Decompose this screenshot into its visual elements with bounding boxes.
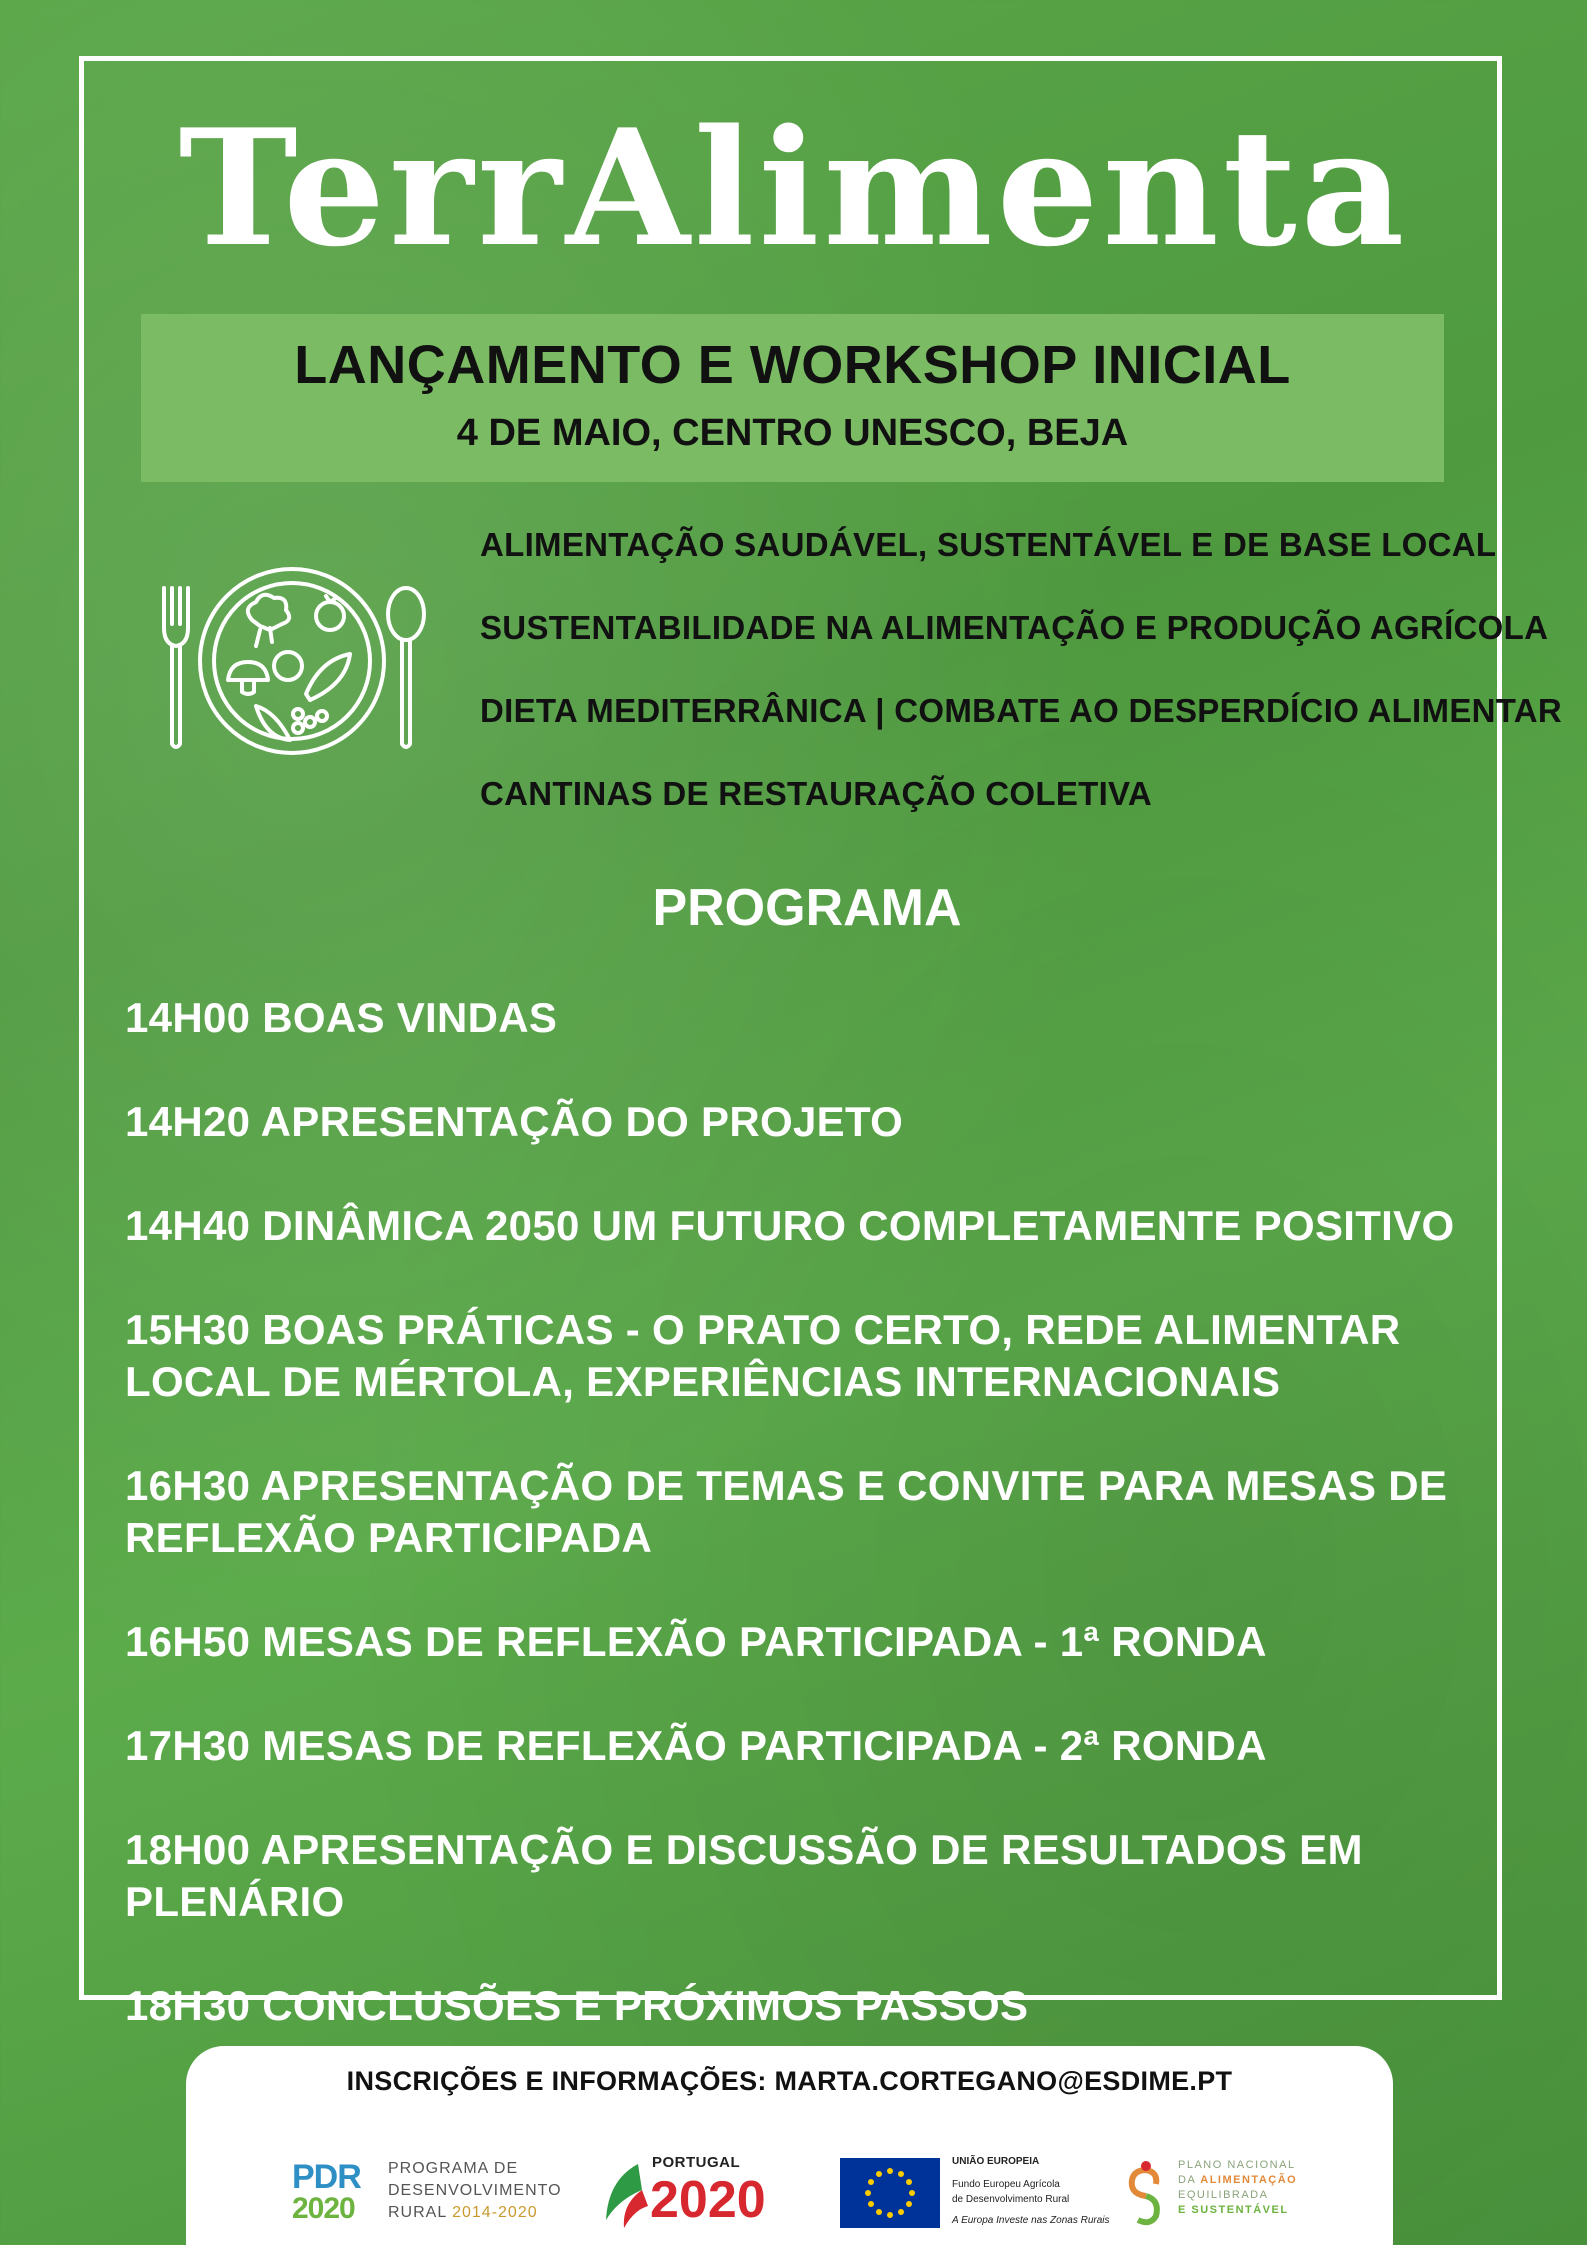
schedule-item: 14H00 BOAS VINDAS [125,994,558,1041]
schedule-item: 18H00 APRESENTAÇÃO E DISCUSSÃO DE RESULTADOS EM PLENÁRIO [125,1826,1363,1925]
pnaes-line4: E SUSTENTÁVEL [1178,2204,1289,2216]
pdr-line1: PROGRAMA DE [388,2160,519,2177]
portugal-flag-swoosh-icon [598,2160,650,2232]
eu-tagline: A Europa Investe nas Zonas Rurais [952,2215,1110,2226]
pdr-line2: DESENVOLVIMENTO [388,2182,562,2199]
schedule-item: 17H30 MESAS DE REFLEXÃO PARTICIPADA - 2ª RONDA [125,1722,1267,1769]
eu-line1: Fundo Europeu Agrícola [952,2179,1060,2190]
portugal2020-logo [598,2154,818,2234]
pnaes-logo [1116,2154,1336,2234]
schedule-item: 15H30 BOAS PRÁTICAS - O PRATO CERTO, REDE ALIMENTAR LOCAL DE MÉRTOLA, EXPERIÊNCIAS INTERNACIONAIS [125,1306,1401,1405]
schedule-item: 16H30 APRESENTAÇÃO DE TEMAS E CONVITE PARA MESAS DE REFLEXÃO PARTICIPADA [125,1462,1448,1561]
schedule-list [125,992,1495,2084]
topic-item: ALIMENTAÇÃO SAUDÁVEL, SUSTENTÁVEL E DE BASE LOCAL [480,526,1497,563]
topic-item: SUSTENTABILIDADE NA ALIMENTAÇÃO E PRODUÇÃO AGRÍCOLA [480,609,1549,646]
pdr-line3: RURAL [388,2204,447,2221]
schedule-item: 14H20 APRESENTAÇÃO DO PROJETO [125,1098,904,1145]
schedule-item: 16H50 MESAS DE REFLEXÃO PARTICIPADA - 1ª RONDA [125,1618,1267,1665]
eu-line2: de Desenvolvimento Rural [952,2194,1070,2205]
eu-flag-icon [840,2158,940,2228]
page-title: TerrAlimenta [178,94,1409,282]
portugal-label: PORTUGAL [652,2154,741,2171]
pnaes-line1: PLANO NACIONAL [1178,2159,1296,2171]
footer-panel [186,2046,1393,2245]
pnaes-line2a: DA [1178,2174,1196,2186]
eu-title: UNIÃO EUROPEIA [952,2156,1040,2167]
contact-info[interactable]: INSCRIÇÕES E INFORMAÇÕES: MARTA.CORTEGANO@ESDIME.PT [346,2066,1233,2096]
pdr-years: 2014-2020 [452,2204,538,2221]
pdr2020-logo [292,2154,572,2234]
topic-item: DIETA MEDITERRÂNICA | COMBATE AO DESPERDÍCIO ALIMENTAR [480,692,1563,729]
pdr-mark-top: PDR [292,2158,361,2196]
event-date-location: 4 DE MAIO, CENTRO UNESCO, BEJA [456,412,1129,454]
schedule-item: 18H30 CONCLUSÕES E PRÓXIMOS PASSOS [125,1982,1029,2029]
pnaes-line3: EQUILIBRADA [1178,2189,1269,2201]
pnaes-swirl-icon [1116,2156,1176,2228]
plate-cutlery-icon [152,566,432,756]
event-heading: LANÇAMENTO E WORKSHOP INICIAL [294,335,1291,395]
pdr-mark-bottom: 2020 [292,2192,355,2225]
schedule-item: 14H40 DINÂMICA 2050 UM FUTURO COMPLETAMENTE POSITIVO [125,1202,1455,1249]
event-banner [141,314,1444,482]
topic-item: CANTINAS DE RESTAURAÇÃO COLETIVA [480,775,1153,812]
eu-fund-logo [840,2154,1130,2234]
programa-heading: PROGRAMA [652,879,962,937]
pnaes-line2b: ALIMENTAÇÃO [1200,2174,1298,2186]
portugal-year: 2020 [650,2171,766,2229]
topics-list [480,520,1562,852]
